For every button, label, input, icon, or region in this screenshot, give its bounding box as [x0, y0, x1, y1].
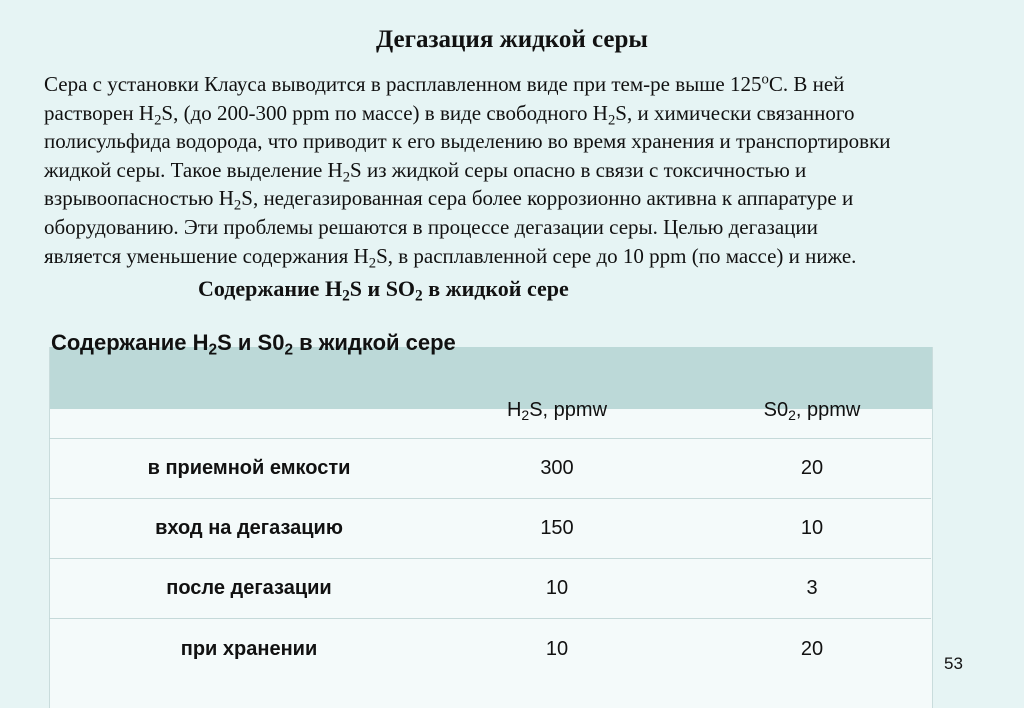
table-divider — [49, 438, 931, 439]
row-degassing-inlet-so2: 10 — [800, 517, 824, 539]
paragraph-line-7: является уменьшение содержания $Н_2S$, в расплавленной сере до 10 ppm (по массе) и ниже. — [44, 243, 857, 271]
row-receiving-tank-h2s: 300 — [540, 457, 574, 479]
column-header-so2: $S0_2$, ppmw — [763, 399, 861, 424]
paragraph-line-1: Сера с установки Клауса выводится в расплавленном виде при тем-ре выше $125^оС$. В ней — [44, 71, 845, 96]
paragraph-line-5: взрывоопасностью $Н_2S$, недегазированная сера более коррозионно активна к аппаратуре и — [44, 186, 854, 214]
table-divider — [49, 498, 931, 499]
row-after-degassing-so2: 3 — [806, 577, 818, 599]
row-label-storage: при хранении — [180, 638, 318, 660]
intro-paragraph — [44, 70, 994, 270]
row-storage-h2s: 10 — [545, 638, 569, 660]
slide-title: Дегазация жидкой серы — [376, 26, 648, 53]
table-title: Содержание $H_2S$ и $S0_2$ в жидкой сере — [51, 330, 456, 359]
section-subtitle: Содержание $Н_2S$ и $SO_2$ в жидкой сере — [198, 276, 569, 305]
row-storage-so2: 20 — [800, 638, 824, 660]
row-degassing-inlet-h2s: 150 — [540, 517, 574, 539]
paragraph-line-2: растворен $Н_2S$, (до 200-300 ppm по массе) в виде свободного $Н_2S$, и химически связанного — [44, 100, 855, 128]
table-divider — [49, 618, 931, 619]
row-label-after-degassing: после дегазации — [166, 577, 332, 599]
row-label-receiving-tank: в приемной емкости — [147, 457, 351, 479]
paragraph-line-3: полисульфида водорода, что приводит к его выделению во время хранения и транспортировки — [44, 129, 891, 154]
paragraph-line-6: оборудованию. Эти проблемы решаются в процессе дегазации серы. Целью дегазации — [44, 214, 818, 239]
row-label-degassing-inlet: вход на дегазацию — [155, 517, 343, 539]
page-number: 53 — [944, 654, 963, 673]
row-after-degassing-h2s: 10 — [545, 577, 569, 599]
row-receiving-tank-so2: 20 — [800, 457, 824, 479]
table-divider — [49, 558, 931, 559]
paragraph-line-4: жидкой серы. Такое выделение $Н_2S$ из жидкой серы опасно в связи с токсичностью и — [44, 157, 807, 186]
column-header-h2s: $H_2S$, ppmw — [506, 399, 608, 424]
